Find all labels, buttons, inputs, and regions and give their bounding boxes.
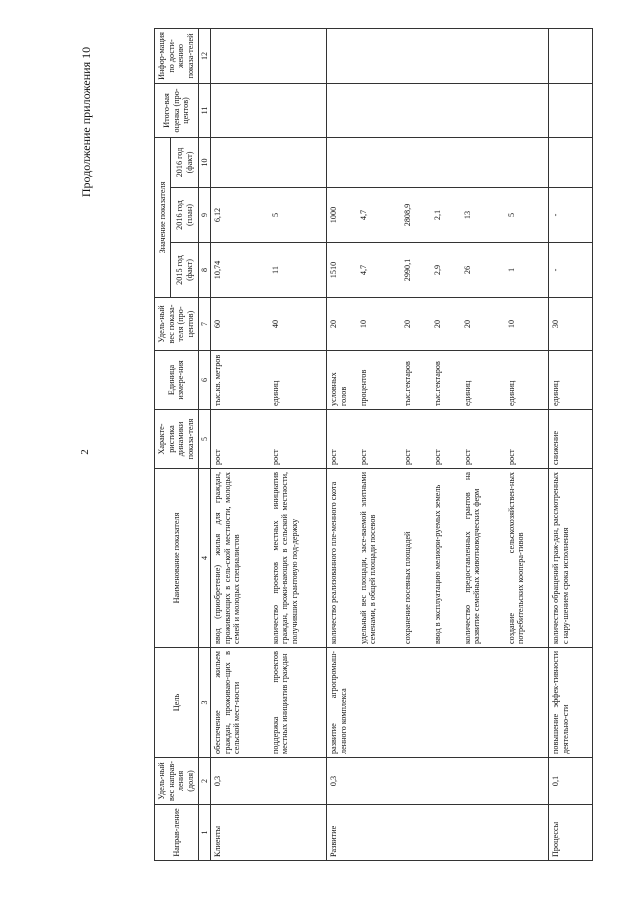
- cell-direction-share: [401, 758, 431, 805]
- cell-2016-plan: 2808,9: [401, 188, 431, 243]
- cell-2015-fact: 2,9: [431, 243, 461, 298]
- table-row: [431, 28, 461, 860]
- header-final-evaluation: Итого-вая оценка (про-центов): [155, 83, 199, 137]
- cell-goal: обеспечение жильем граждан, проживаю-щих в сельской мест-ности: [211, 648, 269, 758]
- cell-direction-share: 0,1: [549, 758, 593, 805]
- cell-indicator-name: количество проектов местных инициатив граждан, прожи-вающих в сельской местности, получивших грантовую под-держку: [269, 469, 327, 648]
- cell-final-evaluation: [211, 83, 269, 137]
- cell-indicator-name: сохранение посевных площадей: [401, 469, 431, 648]
- cell-dynamics: рост: [327, 410, 357, 469]
- cell-indicator-share: 60: [211, 298, 269, 351]
- cell-final-evaluation: [327, 83, 357, 137]
- cell-2015-fact: 1: [505, 243, 549, 298]
- cell-2015-fact: 11: [269, 243, 327, 298]
- cell-indicator-share: 20: [401, 298, 431, 351]
- header-2016-plan: 2016 год (план): [171, 188, 198, 243]
- cell-goal: поддержка проектов местных инициатив граждан: [269, 648, 327, 758]
- table-body: [211, 28, 593, 860]
- cell-achievement-info: [431, 28, 461, 83]
- cell-indicator-share: 10: [505, 298, 549, 351]
- continuation-caption: Продолжение приложения 10: [79, 46, 93, 198]
- cell-direction-share: [461, 758, 505, 805]
- cell-final-evaluation: [461, 83, 505, 137]
- cell-indicator-name: ввод в эксплуатацию мелиори-руемых земель: [431, 469, 461, 648]
- cell-indicator-share: 20: [461, 298, 505, 351]
- table-row: [357, 28, 401, 860]
- cell-indicator-share: 20: [327, 298, 357, 351]
- cell-direction: [461, 805, 505, 861]
- cell-dynamics: снижение: [549, 410, 593, 469]
- col-number: 11: [198, 83, 210, 137]
- cell-dynamics: рост: [357, 410, 401, 469]
- cell-achievement-info: [211, 28, 269, 83]
- cell-direction: Процессы: [549, 805, 593, 861]
- cell-indicator-name: удельный вес площади, засе-ваемой элитными семенами, в общей площади посевов: [357, 469, 401, 648]
- cell-final-evaluation: [357, 83, 401, 137]
- cell-final-evaluation: [401, 83, 431, 137]
- cell-indicator-name: количество реализованного пле-менного скота: [327, 469, 357, 648]
- col-number: 1: [198, 805, 210, 861]
- cell-direction-share: [505, 758, 549, 805]
- cell-direction: [431, 805, 461, 861]
- cell-unit: единиц: [505, 351, 549, 410]
- cell-goal: повышение эффек-тивности деятельно-сти: [549, 648, 593, 758]
- cell-achievement-info: [327, 28, 357, 83]
- cell-2015-fact: 2990,1: [401, 243, 431, 298]
- cell-2016-plan: 4,7: [357, 188, 401, 243]
- cell-2016-fact: [401, 137, 431, 187]
- cell-direction-share: 0,3: [327, 758, 357, 805]
- cell-2016-plan: -: [549, 188, 593, 243]
- cell-2015-fact: 1510: [327, 243, 357, 298]
- cell-indicator-name: ввод (приобретение) жилья для граждан, проживающих в сель-ской местности, молодых семей и молодых специалистов: [211, 469, 269, 648]
- cell-direction: [269, 805, 327, 861]
- cell-2016-fact: [357, 137, 401, 187]
- header-unit: Единица измере-ния: [155, 351, 199, 410]
- cell-2015-fact: 10,74: [211, 243, 269, 298]
- header-goal: Цель: [155, 648, 199, 758]
- cell-direction-share: [357, 758, 401, 805]
- rotated-table-container: [154, 29, 581, 861]
- col-number: 7: [198, 298, 210, 351]
- cell-2015-fact: 4,7: [357, 243, 401, 298]
- cell-indicator-name: количество предоставленных грантов на развитие семейных животноводческих ферм: [461, 469, 505, 648]
- cell-achievement-info: [549, 28, 593, 83]
- header-direction-share: Удель-ный вес направ-ления (доля): [155, 758, 199, 805]
- col-number: 4: [198, 469, 210, 648]
- cell-achievement-info: [401, 28, 431, 83]
- col-number: 3: [198, 648, 210, 758]
- col-number: 10: [198, 137, 210, 187]
- cell-final-evaluation: [431, 83, 461, 137]
- indicator-table: [154, 28, 593, 861]
- cell-achievement-info: [357, 28, 401, 83]
- cell-2015-fact: 26: [461, 243, 505, 298]
- cell-indicator-name: количество обращений граж-дан, рассмотренных с нару-шением срока исполнения: [549, 469, 593, 648]
- col-number: 6: [198, 351, 210, 410]
- table-row: [505, 28, 549, 860]
- cell-direction: Развитие: [327, 805, 357, 861]
- cell-2016-fact: [549, 137, 593, 187]
- header-values-group: Значение показателя: [155, 137, 171, 297]
- cell-goal: развитие агропромыш-ленного комплекса: [327, 648, 357, 758]
- cell-final-evaluation: [269, 83, 327, 137]
- table-row: [461, 28, 505, 860]
- header-achievement-info: Инфор-мация по дости-жению показа-телей: [155, 28, 199, 83]
- cell-goal: [357, 648, 401, 758]
- col-number: 8: [198, 243, 210, 298]
- cell-indicator-share: 10: [357, 298, 401, 351]
- header-row: [155, 28, 171, 860]
- cell-unit: условных голов: [327, 351, 357, 410]
- table-row: [401, 28, 431, 860]
- cell-indicator-name: создание сельскохозяйствен-ных потребительских коопера-тивов: [505, 469, 549, 648]
- cell-2016-fact: [327, 137, 357, 187]
- cell-direction-share: [269, 758, 327, 805]
- cell-2016-plan: 6,12: [211, 188, 269, 243]
- header-2015-fact: 2015 год (факт): [171, 243, 198, 298]
- cell-dynamics: рост: [431, 410, 461, 469]
- cell-direction: Клиенты: [211, 805, 269, 861]
- cell-2016-plan: 5: [269, 188, 327, 243]
- cell-2016-plan: 1000: [327, 188, 357, 243]
- header-indicator-share: Удель-ный вес показа-теля (про-центов): [155, 298, 199, 351]
- cell-goal: [431, 648, 461, 758]
- page-number: 2: [79, 449, 91, 455]
- cell-2016-fact: [461, 137, 505, 187]
- header-direction: Направ-ление: [155, 805, 199, 861]
- cell-dynamics: рост: [505, 410, 549, 469]
- table-row: [327, 28, 357, 860]
- cell-2016-fact: [505, 137, 549, 187]
- cell-dynamics: рост: [211, 410, 269, 469]
- cell-unit: тыс.гектаров: [431, 351, 461, 410]
- cell-indicator-share: 30: [549, 298, 593, 351]
- cell-2016-plan: 13: [461, 188, 505, 243]
- cell-unit: единиц: [549, 351, 593, 410]
- cell-unit: единиц: [269, 351, 327, 410]
- cell-achievement-info: [505, 28, 549, 83]
- header-indicator-name: Наименование показателя: [155, 469, 199, 648]
- col-number: 9: [198, 188, 210, 243]
- table-row: [269, 28, 327, 860]
- cell-2016-plan: 5: [505, 188, 549, 243]
- table-row: [211, 28, 269, 860]
- cell-2015-fact: -: [549, 243, 593, 298]
- column-number-row: [198, 28, 210, 860]
- cell-dynamics: рост: [461, 410, 505, 469]
- cell-unit: тыс.гектаров: [401, 351, 431, 410]
- cell-indicator-share: 40: [269, 298, 327, 351]
- cell-2016-fact: [211, 137, 269, 187]
- cell-final-evaluation: [505, 83, 549, 137]
- cell-goal: [461, 648, 505, 758]
- cell-unit: процентов: [357, 351, 401, 410]
- col-number: 12: [198, 28, 210, 83]
- header-2016-fact: 2016 год (факт): [171, 137, 198, 187]
- cell-achievement-info: [269, 28, 327, 83]
- col-number: 5: [198, 410, 210, 469]
- cell-final-evaluation: [549, 83, 593, 137]
- cell-achievement-info: [461, 28, 505, 83]
- cell-direction: [505, 805, 549, 861]
- cell-direction: [357, 805, 401, 861]
- cell-indicator-share: 20: [431, 298, 461, 351]
- header-dynamics: Характе-ристика динамики показа-теля: [155, 410, 199, 469]
- cell-direction-share: [431, 758, 461, 805]
- table-row: [549, 28, 593, 860]
- cell-dynamics: рост: [269, 410, 327, 469]
- cell-direction-share: 0,3: [211, 758, 269, 805]
- cell-dynamics: рост: [401, 410, 431, 469]
- cell-2016-fact: [431, 137, 461, 187]
- cell-unit: единиц: [461, 351, 505, 410]
- col-number: 2: [198, 758, 210, 805]
- cell-direction: [401, 805, 431, 861]
- cell-unit: тыс.кв. метров: [211, 351, 269, 410]
- cell-2016-fact: [269, 137, 327, 187]
- cell-2016-plan: 2,1: [431, 188, 461, 243]
- cell-goal: [505, 648, 549, 758]
- cell-goal: [401, 648, 431, 758]
